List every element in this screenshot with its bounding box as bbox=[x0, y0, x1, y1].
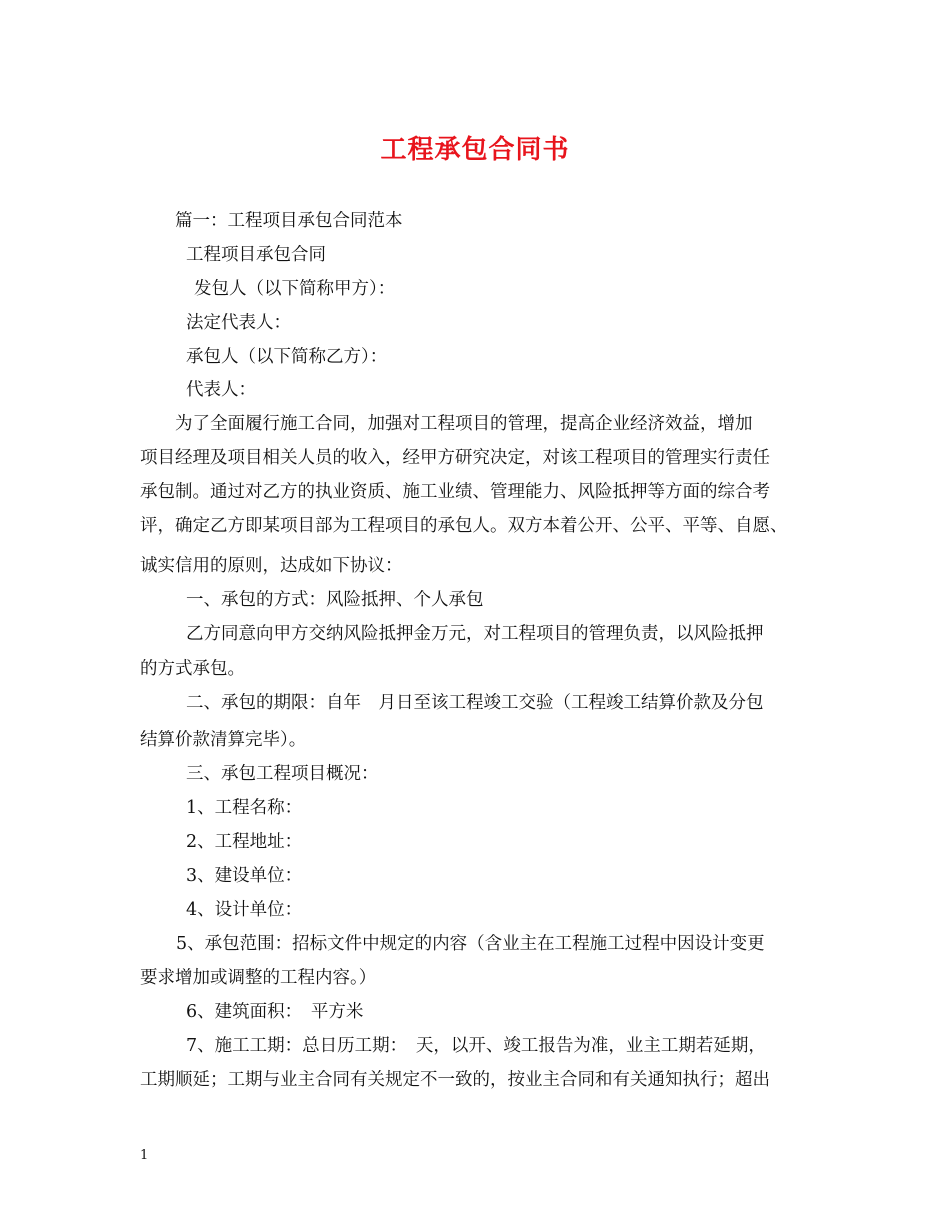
page-number: 1 bbox=[140, 1148, 149, 1163]
paragraph-line: 结算价款清算完毕）。 bbox=[140, 730, 307, 750]
contract-heading: 工程项目承包合同 bbox=[186, 245, 326, 265]
paragraph-line: 工期顺延；工期与业主合同有关规定不一致的，按业主合同和有关通知执行；超出 bbox=[140, 1070, 770, 1090]
representative-line: 代表人： bbox=[186, 380, 256, 400]
paragraph-line: 项目经理及项目相关人员的收入，经甲方研究决定，对该工程项目的管理实行责任 bbox=[140, 448, 770, 468]
project-item: 4、设计单位： bbox=[186, 900, 303, 920]
project-item: 5、承包范围：招标文件中规定的内容（含业主在工程施工过程中因设计变更 bbox=[176, 934, 765, 954]
project-item: 3、建设单位： bbox=[186, 866, 303, 886]
paragraph-line: 乙方同意向甲方交纳风险抵押金万元，对工程项目的管理负责，以风险抵押 bbox=[186, 624, 764, 644]
paragraph-line: 要求增加或调整的工程内容。） bbox=[140, 968, 377, 988]
paragraph-line: 评，确定乙方即某项目部为工程项目的承包人。双方本着公开、公平、平等、自愿、 bbox=[140, 516, 788, 536]
paragraph-line: 承包制。通过对乙方的执业资质、施工业绩、管理能力、风险抵押等方面的综合考 bbox=[140, 482, 770, 502]
document-title: 工程承包合同书 bbox=[380, 135, 570, 165]
project-item: 1、工程名称： bbox=[186, 798, 303, 818]
contractor-line: 承包人（以下简称乙方）： bbox=[186, 347, 388, 367]
section-heading: 篇一：工程项目承包合同范本 bbox=[175, 211, 403, 231]
clause-heading: 三、承包工程项目概况： bbox=[186, 764, 379, 784]
project-item: 7、施工工期：总日历工期： 天，以开、竣工报告为准，业主工期若延期， bbox=[186, 1036, 766, 1056]
paragraph-line: 的方式承包。 bbox=[140, 659, 245, 679]
employer-line: 发包人（以下简称甲方）： bbox=[194, 279, 396, 299]
paragraph-line: 为了全面履行施工合同，加强对工程项目的管理，提高企业经济效益，增加 bbox=[175, 414, 753, 434]
paragraph-line: 诚实信用的原则，达成如下协议： bbox=[140, 556, 403, 576]
project-item: 2、工程地址： bbox=[186, 832, 303, 852]
clause-heading: 二、承包的期限：自年 月日至该工程竣工交验（工程竣工结算价款及分包 bbox=[186, 693, 764, 713]
project-item: 6、建筑面积： 平方米 bbox=[186, 1002, 364, 1022]
legal-representative-line: 法定代表人： bbox=[186, 313, 291, 333]
clause-heading: 一、承包的方式：风险抵押、个人承包 bbox=[186, 590, 484, 610]
